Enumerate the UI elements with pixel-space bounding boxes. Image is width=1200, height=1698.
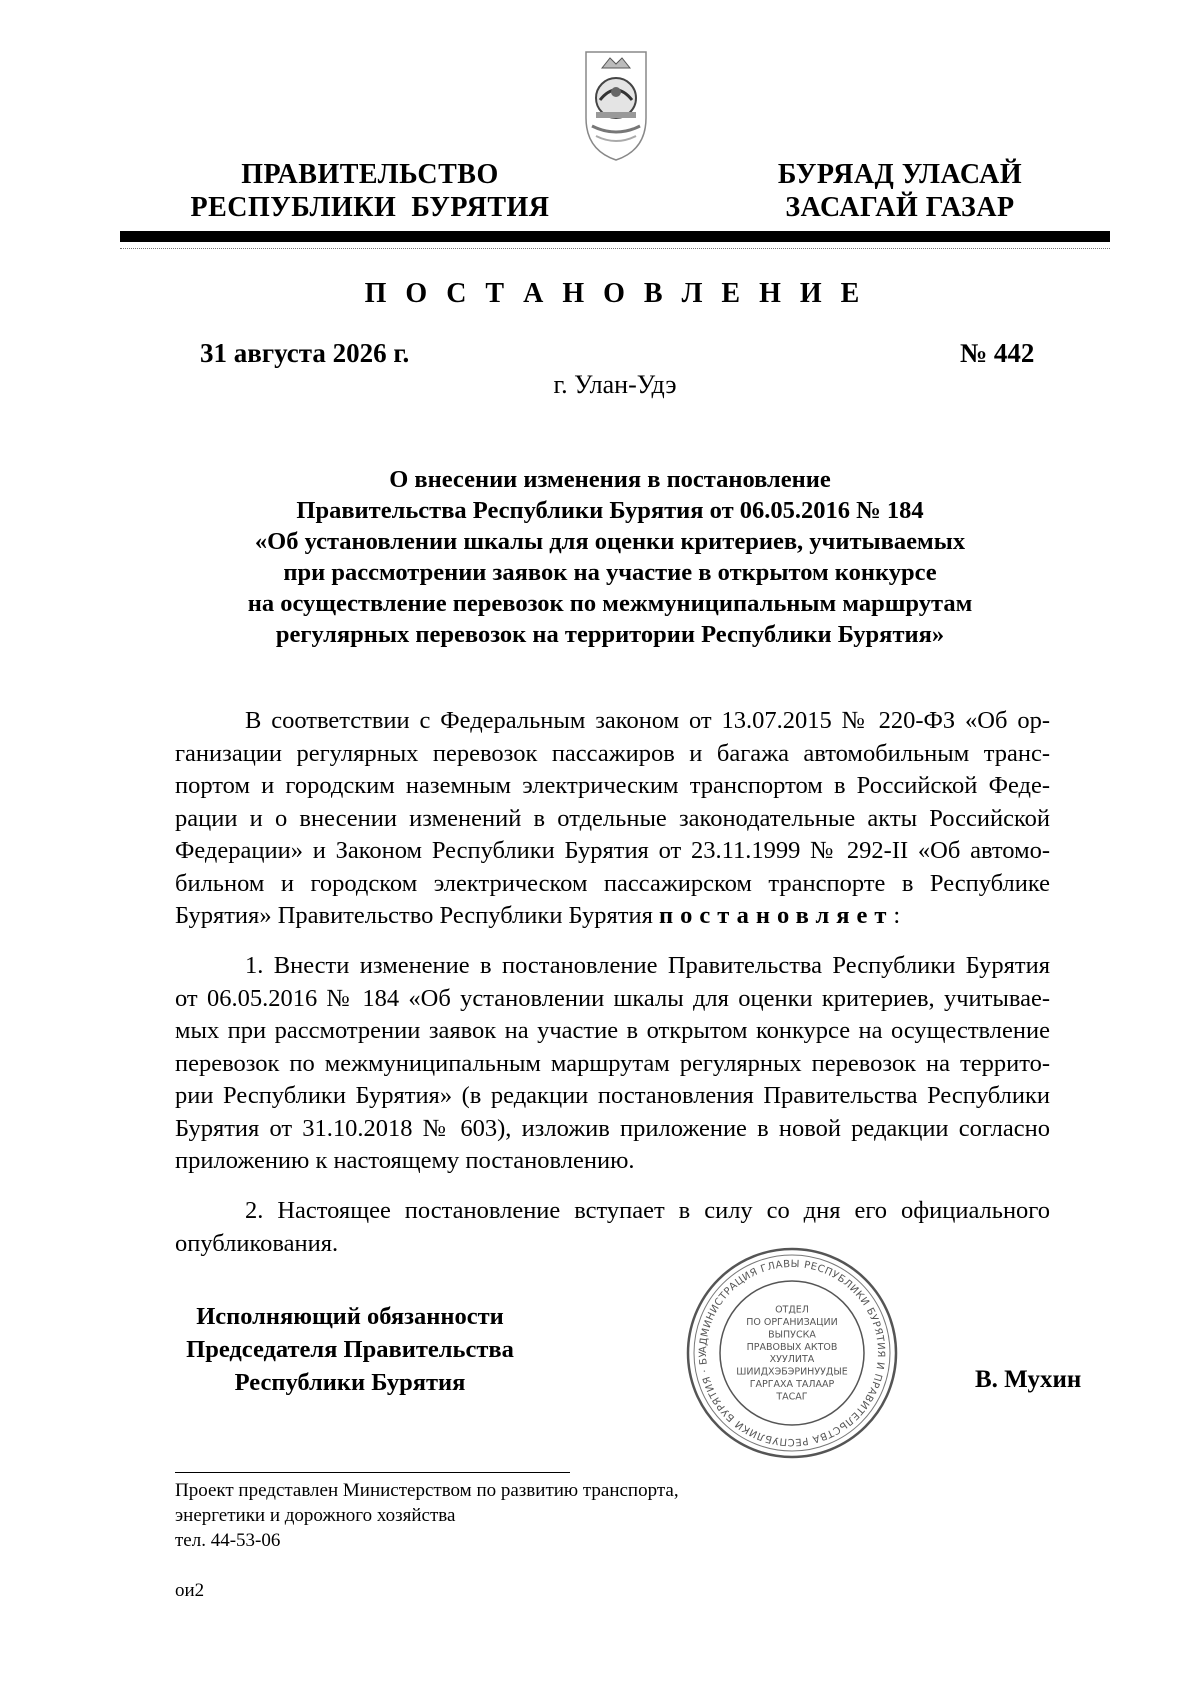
header-thick-rule — [120, 231, 1110, 242]
item-2-paragraph — [175, 1195, 1050, 1260]
footer-rule — [175, 1472, 570, 1473]
signatory-name: В. Мухин — [975, 1366, 1082, 1393]
preamble-line: рации и о внесении изменений в отдельные законодательные акты Российской — [175, 804, 1050, 832]
signatory-position — [160, 1300, 540, 1399]
preamble-last-suffix: : — [893, 902, 901, 929]
header-left-line-1: ПРАВИТЕЛЬСТВО — [241, 159, 499, 190]
item-1-line: перевозок по межмуниципальным маршрутам регулярных перевозок на террито- — [175, 1049, 1050, 1077]
item-1-line: 1. Внести изменение в постановление Правительства Республики Бурятия — [245, 952, 1050, 979]
decree-word: постановляет — [659, 902, 894, 929]
seal-inner-line: ГАРГАХА ТАЛААР — [749, 1379, 835, 1390]
item-1-paragraph — [175, 950, 1050, 1178]
item-1-line: Бурятия от 31.10.2018 № 603), изложив приложение в новой редакции согласно — [175, 1114, 1050, 1142]
title-line: «Об установлении шкалы для оценки критериев, учитываемых — [254, 528, 966, 555]
preamble-line: ганизации регулярных перевозок пассажиров и багажа автомобильным транс- — [175, 739, 1050, 767]
preamble-line: бильном и городском электрическом пассажирском транспорте в Республике — [175, 869, 1050, 897]
preamble-line: портом и городским наземным электрическим транспортом в Российской Феде- — [175, 772, 1050, 799]
seal-inner-line: ПО ОРГАНИЗАЦИИ — [746, 1317, 838, 1328]
seal-inner-line: ОТДЕЛ — [775, 1304, 809, 1316]
official-seal-stamp — [683, 1244, 901, 1462]
title-line: Правительства Республики Бурятия от 06.05.2016 № 184 — [296, 497, 924, 524]
header-thin-rule — [120, 248, 1110, 249]
signatory-position-line: Республики Бурятия — [234, 1369, 466, 1396]
seal-inner-line: ХУУЛИТА — [769, 1354, 815, 1366]
footer-code: ои2 — [175, 1580, 205, 1601]
preamble-line: В соответствии с Федеральным законом от 13.07.2015 № 220-ФЗ «Об ор- — [245, 707, 1050, 734]
title-line: О внесении изменения в постановление — [389, 466, 831, 493]
preamble-last-line — [175, 900, 1050, 933]
item-1-line: рии Республики Бурятия» (в редакции постановления Правительства Республики — [175, 1082, 1050, 1109]
footer-line: тел. 44-53-06 — [175, 1530, 281, 1551]
signatory-position-line: Председателя Правительства — [186, 1336, 514, 1363]
title-line: при рассмотрении заявок на участие в открытом конкурсе — [283, 559, 937, 586]
item-1-line: приложению к настоящему постановлению. — [175, 1147, 635, 1174]
footer-note — [175, 1478, 679, 1553]
signatory-position-line: Исполняющий обязанности — [196, 1303, 504, 1330]
document-date: 31 августа 2026 г. — [200, 338, 410, 368]
header-left-line-2: РЕСПУБЛИКИ БУРЯТИЯ — [190, 192, 550, 223]
document-type-heading: П О С Т А Н О В Л Е Н И Е — [364, 278, 866, 309]
item-2-line: опубликования. — [175, 1229, 339, 1257]
seal-inner-line: ВЫПУСКА — [768, 1329, 816, 1341]
seal-inner-line: ПРАВОВЫХ АКТОВ — [746, 1341, 838, 1353]
title-line: регулярных перевозок на территории Республики Бурятия» — [275, 621, 945, 648]
footer-line: энергетики и дорожного хозяйства — [175, 1505, 456, 1526]
document-number: № 442 — [960, 338, 1035, 368]
header-right-line-1: БУРЯАД УЛАСАЙ — [777, 159, 1023, 190]
seal-inner-line: ТАСАГ — [776, 1391, 808, 1403]
seal-inner-line: ШИИДХЭБЭРИНУУДЫЕ — [736, 1366, 848, 1378]
item-2-line: 2. Настоящее постановление вступает в силу со дня его официального — [245, 1197, 1050, 1224]
header-right-line-2: ЗАСАГАЙ ГАЗАР — [785, 192, 1015, 223]
header-right-org — [720, 158, 1080, 224]
footer-line: Проект представлен Министерством по развитию транспорта, — [175, 1480, 679, 1501]
item-1-line: мых при рассмотрении заявок на участие в открытом конкурсе на осуществление — [175, 1017, 1050, 1044]
item-1-line: от 06.05.2016 № 184 «Об установлении шкалы для оценки критериев, учитывае- — [175, 984, 1050, 1012]
document-city: г. Улан-Удэ — [553, 370, 677, 399]
document-title — [200, 464, 1020, 650]
title-line: на осуществление перевозок по межмуниципальным маршрутам — [247, 590, 973, 617]
seal-outer-text: АДМИНИСТРАЦИЯ ГЛАВЫ РЕСПУБЛИКИ БУРЯТИЯ И ПРАВИТЕЛЬСТВА РЕСПУБЛИКИ БУРЯТИЯ · БУ — [697, 1258, 887, 1448]
coat-of-arms-emblem — [580, 48, 652, 164]
header-left-org — [160, 158, 580, 224]
preamble-line: Федерации» и Законом Республики Бурятия от 23.11.1999 № 292-II «Об автомо- — [175, 837, 1050, 864]
preamble-last-prefix: Бурятия» Правительство Республики Бурятия — [175, 902, 659, 929]
preamble-paragraph — [175, 705, 1050, 933]
